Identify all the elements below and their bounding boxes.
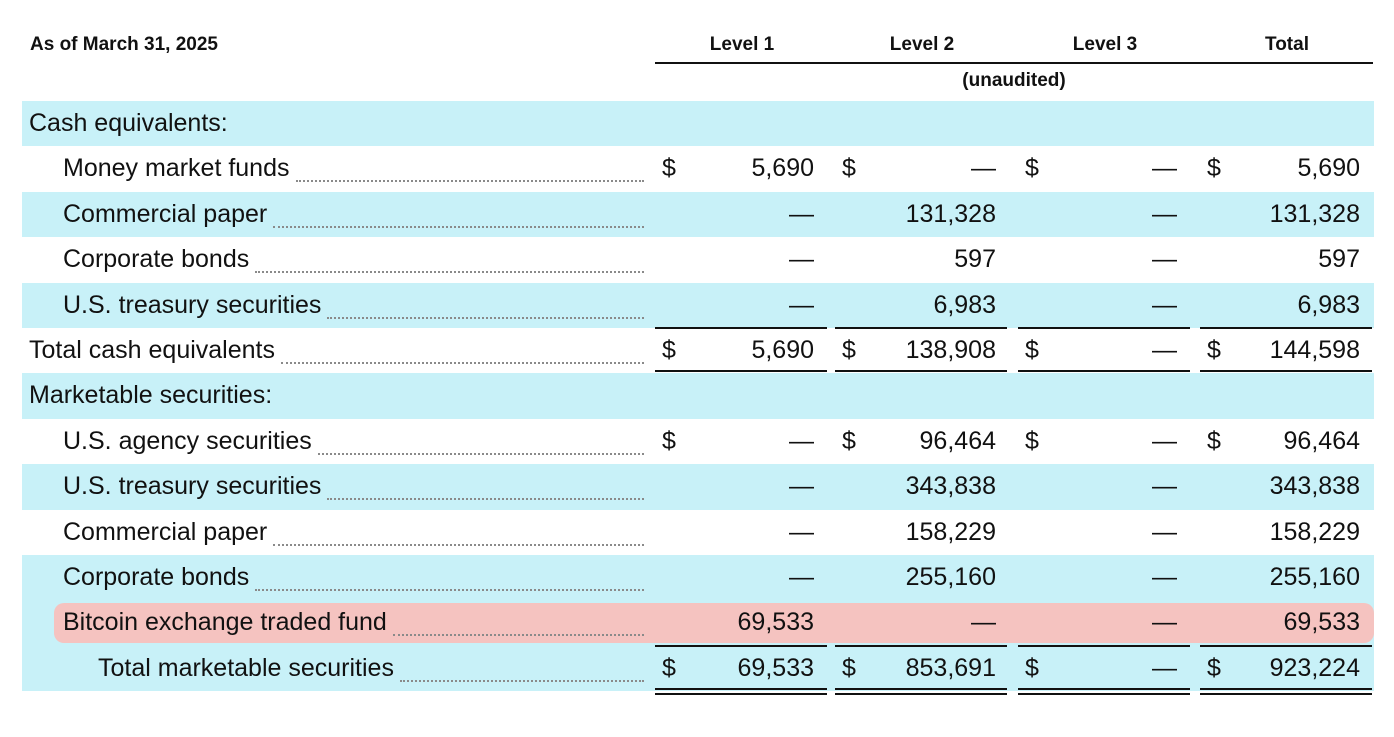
total-double-rule <box>835 688 1007 690</box>
fair-value-table <box>22 101 1374 691</box>
table-row-commercial-paper <box>22 510 1374 555</box>
cell-value: 343,838 <box>1269 472 1360 501</box>
cell-value: 597 <box>1318 245 1360 274</box>
subtotal-rule <box>835 327 1007 329</box>
cell-value: — <box>789 562 814 591</box>
cell-value: — <box>789 245 814 274</box>
total-double-rule <box>1200 370 1372 372</box>
subtotal-rule <box>1018 645 1190 647</box>
row-label: Bitcoin exchange traded fund <box>63 608 387 637</box>
header-rule <box>655 62 1373 64</box>
subtotal-rule <box>1200 327 1372 329</box>
cell-value: — <box>971 154 996 183</box>
section-row-cash-equivalents <box>22 101 1374 146</box>
row-label: Corporate bonds <box>63 245 250 274</box>
total-double-rule <box>835 370 1007 372</box>
dot-leader <box>255 555 644 600</box>
dot-leader <box>255 237 644 282</box>
row-label: U.S. treasury securities <box>63 290 322 319</box>
cell-value: 138,908 <box>905 335 996 364</box>
total-double-rule <box>655 688 827 690</box>
dot-leader <box>281 328 644 373</box>
subtotal-rule <box>835 645 1007 647</box>
cell-value: — <box>789 199 814 228</box>
table-row-corporate-bonds <box>22 555 1374 600</box>
currency-symbol: $ <box>1207 335 1221 364</box>
total-double-rule <box>1018 688 1190 690</box>
currency-symbol: $ <box>1025 335 1039 364</box>
as-of-date: As of March 31, 2025 <box>30 34 218 55</box>
cell-value: — <box>1152 562 1177 591</box>
currency-symbol: $ <box>1207 426 1221 455</box>
row-label: Corporate bonds <box>63 562 250 591</box>
currency-symbol: $ <box>1207 154 1221 183</box>
cell-value: — <box>1152 426 1177 455</box>
cell-value: 255,160 <box>1269 562 1360 591</box>
cell-value: 6,983 <box>933 290 996 319</box>
column-header-level-3: Level 3 <box>1072 34 1138 55</box>
subtotal-rule <box>655 645 827 647</box>
total-double-rule <box>1200 688 1372 690</box>
dot-leader <box>318 419 644 464</box>
cell-value: — <box>1152 608 1177 637</box>
dot-leader <box>273 192 644 237</box>
table-row-total-marketable-securities <box>22 646 1374 691</box>
subtotal-rule <box>655 327 827 329</box>
table-row-u-s-treasury-securities <box>22 464 1374 509</box>
currency-symbol: $ <box>662 426 676 455</box>
currency-symbol: $ <box>1025 653 1039 682</box>
dot-leader <box>327 464 644 509</box>
cell-value: 69,533 <box>1283 608 1360 637</box>
currency-symbol: $ <box>662 335 676 364</box>
table-row-u-s-treasury-securities <box>22 283 1374 328</box>
table-row-total-cash-equivalents <box>22 328 1374 373</box>
currency-symbol: $ <box>842 154 856 183</box>
cell-value: — <box>1152 517 1177 546</box>
section-row-marketable-securities <box>22 373 1374 418</box>
cell-value: — <box>1152 472 1177 501</box>
column-header-level-2: Level 2 <box>889 34 955 55</box>
subtotal-rule <box>1018 327 1190 329</box>
row-label: U.S. treasury securities <box>63 472 322 501</box>
cell-value: 158,229 <box>905 517 996 546</box>
table-row-u-s-agency-securities <box>22 419 1374 464</box>
currency-symbol: $ <box>662 653 676 682</box>
row-label: Marketable securities: <box>29 381 273 410</box>
table-row-commercial-paper <box>22 192 1374 237</box>
cell-value: 5,690 <box>1297 154 1360 183</box>
cell-value: — <box>789 472 814 501</box>
column-header-level-1: Level 1 <box>709 34 775 55</box>
cell-value: — <box>1152 290 1177 319</box>
cell-value: 158,229 <box>1269 517 1360 546</box>
dot-leader <box>327 283 644 328</box>
row-label: Total cash equivalents <box>29 335 275 364</box>
table-row-money-market-funds <box>22 146 1374 191</box>
row-label: Cash equivalents: <box>29 109 228 137</box>
cell-value: 131,328 <box>905 199 996 228</box>
row-label: Total marketable securities <box>98 653 394 682</box>
cell-value: — <box>789 290 814 319</box>
cell-value: 5,690 <box>751 335 814 364</box>
subtotal-rule <box>1200 645 1372 647</box>
cell-value: 144,598 <box>1269 335 1360 364</box>
cell-value: 69,533 <box>737 608 814 637</box>
cell-value: 131,328 <box>1269 199 1360 228</box>
currency-symbol: $ <box>842 653 856 682</box>
cell-value: — <box>971 608 996 637</box>
cell-value: 5,690 <box>751 154 814 183</box>
currency-symbol: $ <box>842 335 856 364</box>
cell-value: — <box>1152 653 1177 682</box>
cell-value: — <box>789 517 814 546</box>
total-double-rule <box>655 370 827 372</box>
currency-symbol: $ <box>1207 653 1221 682</box>
table-row-bitcoin-exchange-traded-fund <box>22 600 1374 645</box>
cell-value: — <box>789 426 814 455</box>
total-double-rule <box>1018 370 1190 372</box>
cell-value: — <box>1152 199 1177 228</box>
dot-leader <box>296 146 644 191</box>
cell-value: — <box>1152 245 1177 274</box>
row-label: Commercial paper <box>63 199 268 228</box>
column-header-total: Total <box>1265 34 1309 55</box>
row-label: Money market funds <box>63 154 290 183</box>
cell-value: — <box>1152 335 1177 364</box>
dot-leader <box>273 510 644 555</box>
currency-symbol: $ <box>842 426 856 455</box>
cell-value: — <box>1152 154 1177 183</box>
row-label: U.S. agency securities <box>63 426 312 455</box>
cell-value: 255,160 <box>905 562 996 591</box>
table-row-corporate-bonds <box>22 237 1374 282</box>
dot-leader <box>400 646 644 691</box>
currency-symbol: $ <box>1025 426 1039 455</box>
dot-leader <box>393 600 644 645</box>
currency-symbol: $ <box>1025 154 1039 183</box>
cell-value: 96,464 <box>919 426 996 455</box>
cell-value: 343,838 <box>905 472 996 501</box>
cell-value: 853,691 <box>905 653 996 682</box>
cell-value: 597 <box>954 245 996 274</box>
currency-symbol: $ <box>662 154 676 183</box>
cell-value: 96,464 <box>1283 426 1360 455</box>
unaudited-label: (unaudited) <box>962 70 1066 91</box>
row-label: Commercial paper <box>63 517 268 546</box>
cell-value: 69,533 <box>737 653 814 682</box>
cell-value: 923,224 <box>1269 653 1360 682</box>
cell-value: 6,983 <box>1297 290 1360 319</box>
